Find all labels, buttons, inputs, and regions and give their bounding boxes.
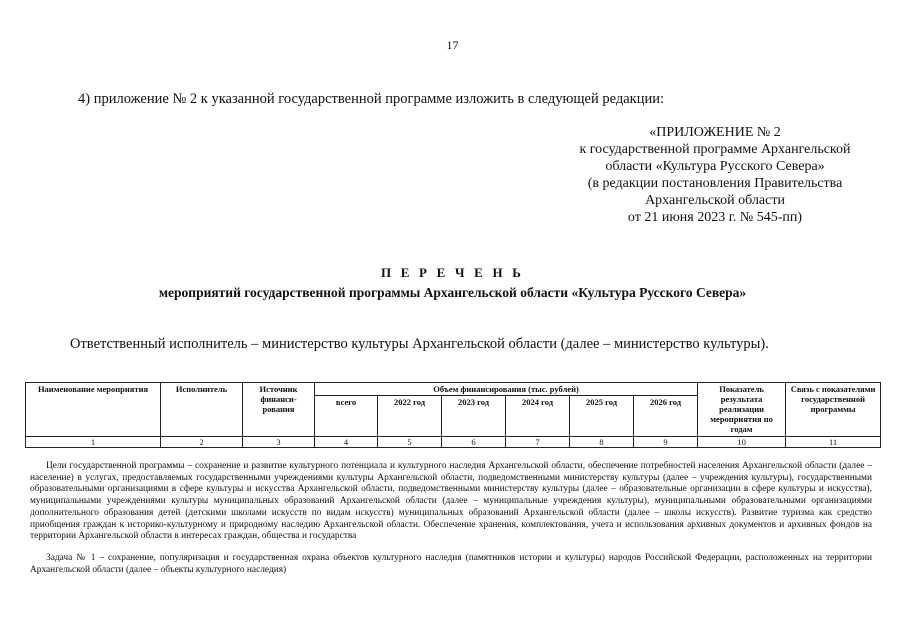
column-number: 11 <box>786 437 881 448</box>
column-number-row <box>26 437 881 448</box>
program-goals-text: Цели государственной программы – сохранение и развитие культурного потенциала и культурного наследия Архангельской области, обеспечение потребностей населения Архангельской области (далее – население) в услугах, предоставляемых государственными учреждениями культуры Архангельской области, подведомственными министерству культуры (далее – учреждения культуры), государственными образовательными организациями в сфере культуры и искусства Архангельской области, подведомственными министерству культуры (далее – образовательные организации в сфере культуры и искусства), муниципальными учреждениями культуры муниципальных образований Архангельской области (далее – муниципальные учреждения культуры), муниципальными образовательными организациями дополнительного образования детей (детскими школами искусств по видам искусств) муниципальных образований Архангельской области (далее – школы искусств). Развитие туризма как средство приобщения граждан к историко-культурному и природному наследию Архангельской области. Обеспечение хранения, комплектования, учета и использования архивных документов и архивных фондов на территории Архангельской области в интересах граждан, общества и государства <box>30 461 872 542</box>
header-funding-group: Объем финансирования (тыс. рублей) <box>315 383 698 396</box>
header-2025: 2025 год <box>570 396 634 437</box>
table-header-row <box>26 383 881 396</box>
header-name: Наименование мероприятия <box>26 383 161 437</box>
column-number: 6 <box>442 437 506 448</box>
column-number: 7 <box>506 437 570 448</box>
responsible-executor: Ответственный исполнитель – министерство культуры Архангельской области (далее – министерство культуры). <box>70 336 769 352</box>
header-source: Источник финанси-рования <box>243 383 315 437</box>
header-2024: 2024 год <box>506 396 570 437</box>
header-total: всего <box>315 396 378 437</box>
list-title: П Е Р Е Ч Е Н Ь <box>380 265 525 280</box>
column-number: 9 <box>634 437 698 448</box>
header-2026: 2026 год <box>634 396 698 437</box>
column-number: 1 <box>26 437 161 448</box>
header-2023: 2023 год <box>442 396 506 437</box>
header-link: Связь с показателями государственной программы <box>786 383 881 437</box>
appendix-header <box>520 124 905 226</box>
appendix-line: к государственной программе Архангельской <box>579 142 851 157</box>
program-goals <box>30 461 872 543</box>
header-executor: Исполнитель <box>161 383 243 437</box>
task-1 <box>30 553 872 576</box>
appendix-line: Архангельской области <box>645 193 785 208</box>
instruction-text: 4) приложение № 2 к указанной государственной программе изложить в следующей редакции: <box>78 91 665 107</box>
appendix-line: области «Культура Русского Севера» <box>605 159 825 174</box>
header-indicator: Показатель результата реализации мероприятия по годам <box>698 383 786 437</box>
appendix-line: «ПРИЛОЖЕНИЕ № 2 <box>649 125 781 140</box>
column-number: 5 <box>378 437 442 448</box>
header-2022: 2022 год <box>378 396 442 437</box>
measures-table <box>25 382 881 448</box>
column-number: 4 <box>315 437 378 448</box>
list-subtitle: мероприятий государственной программы Архангельской области «Культура Русского Севера» <box>158 285 747 300</box>
task-1-text: Задача № 1 – сохранение, популяризация и государственная охрана объектов культурного наследия (памятников истории и культуры) народов Российской Федерации, расположенных на территории Архангельской области (далее – объекты культурного наследия) <box>30 553 872 575</box>
column-number: 10 <box>698 437 786 448</box>
page-number: 17 <box>446 38 459 52</box>
appendix-line: (в редакции постановления Правительства <box>587 176 843 191</box>
column-number: 2 <box>161 437 243 448</box>
column-number: 3 <box>243 437 315 448</box>
appendix-line: от 21 июня 2023 г. № 545-пп) <box>627 210 803 225</box>
column-number: 8 <box>570 437 634 448</box>
